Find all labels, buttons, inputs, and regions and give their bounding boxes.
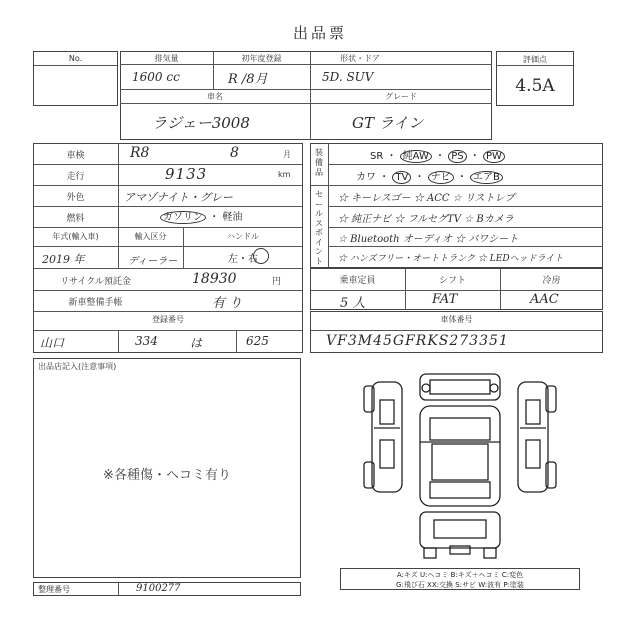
stock-label: 整理番号: [38, 585, 70, 594]
fuel-label: 燃料: [66, 214, 85, 224]
score-box: [496, 51, 574, 106]
import-value: ディーラー: [128, 256, 178, 267]
vin-label: 車体番号: [440, 315, 473, 324]
equip-navi: ナビ: [428, 171, 454, 184]
plate-kana: は: [190, 336, 203, 350]
recycle-label: リサイクル預託金: [60, 277, 131, 287]
plate-number: 625: [246, 334, 269, 348]
color-label: 外色: [66, 193, 85, 203]
shift-label: シフト: [438, 276, 466, 286]
year-label: 年式(輸入車): [52, 232, 99, 241]
grade-label: グレード: [385, 92, 417, 101]
equip-sr: SR: [370, 151, 384, 162]
notes-label: 出品店記入(注意事項): [38, 362, 117, 371]
inspection-label: 車検: [66, 151, 85, 161]
handle-right-circle: [253, 248, 269, 264]
equip-side-label: 装備品: [315, 148, 323, 177]
page-title: 出品票: [292, 24, 347, 42]
sales-point-1: ☆ キーレスゴー ☆ ACC ☆ リストレプ: [338, 193, 515, 204]
equip-airbag: エアB: [470, 171, 503, 184]
sales-point-3: ☆ Bluetooth オーディオ ☆ パワシート: [338, 234, 519, 245]
notes-box: [33, 358, 301, 578]
fuel-light-oil: 軽油: [222, 212, 243, 223]
plate-area: 山口: [40, 336, 65, 350]
score-label: 評価点: [523, 55, 547, 64]
equip-ps: PS: [448, 150, 466, 163]
capacity-value: 5 人: [340, 296, 366, 311]
first-reg-value: R /8月: [228, 72, 268, 87]
shape-label: 形状・ドア: [340, 54, 380, 63]
vin-value: VF3M45GFRKS273351: [326, 333, 509, 349]
shape-value: 5D. SUV: [322, 70, 374, 84]
plate-label: 登録番号: [152, 315, 184, 324]
car-name-label: 車名: [207, 92, 223, 101]
car-damage-diagram: [360, 370, 560, 565]
sales-point-side-label: セールスポイント: [315, 190, 323, 266]
aircon-label: 冷房: [542, 276, 561, 286]
recycle-unit: 円: [272, 277, 282, 287]
equip-tv: TV: [392, 171, 411, 184]
equip-aw: 純AW: [400, 150, 432, 163]
grade-value: GT ライン: [352, 114, 424, 132]
color-value: アマゾナイト・グレー: [124, 191, 233, 204]
equip-leather: カワ: [356, 172, 376, 183]
capacity-label: 乗車定員: [339, 276, 376, 286]
stock-value: 9100277: [136, 583, 181, 594]
handle-value: 左・右: [228, 254, 258, 265]
manual-value: 有 り: [212, 296, 243, 311]
mileage-label: 走行: [66, 172, 85, 182]
handle-label: ハンドル: [227, 232, 259, 241]
mileage-value: 9133: [165, 165, 208, 183]
engine-label: 排気量: [154, 54, 179, 63]
import-label: 輸入区分: [134, 232, 167, 241]
sales-point-4: ☆ ハンズフリー・オートトランク ☆ LEDヘッドライト: [338, 254, 564, 264]
no-box: [33, 51, 118, 106]
engine-value: 1600 cc: [132, 70, 180, 84]
legend-row-2: G:飛び石 XX:交換 S:サビ W:波有 P:塗装: [396, 581, 524, 589]
score-value: 4.5A: [515, 76, 555, 96]
first-reg-label: 初年度登録: [241, 54, 282, 63]
stock-box: [33, 582, 301, 596]
manual-label: 新車整備手帳: [68, 298, 123, 308]
inspection-month: 8: [230, 145, 239, 161]
inspection-unit: 月: [283, 150, 291, 159]
notes-text: ※各種傷・ヘコミ有り: [103, 468, 231, 483]
mileage-unit: km: [278, 170, 291, 179]
year-value: 2019 年: [42, 253, 85, 266]
sales-point-2: ☆ 純正ナビ ☆ フルセグTV ☆ Bカメラ: [338, 214, 514, 225]
legend-box: [340, 568, 580, 590]
shift-value: FAT: [432, 292, 458, 307]
equip-row2: カワ ・ TV ・ ナビ ・ エアB: [356, 168, 503, 183]
equip-pw: PW: [483, 150, 505, 163]
fuel-sep: ・: [209, 212, 220, 223]
car-name-value: ラジェー3008: [152, 114, 250, 132]
fuel-gasoline-circled: ガソリン: [160, 211, 206, 224]
recycle-value: 18930: [192, 271, 237, 287]
inspection-year: R8: [130, 145, 150, 161]
equip-row1: SR ・ 純AW ・ PS ・ PW: [370, 147, 505, 162]
fuel-options: [160, 208, 242, 223]
aircon-value: AAC: [530, 292, 559, 307]
legend-row-1: A:キズ U:ヘコミ B:キズ＋ヘコミ C:変色: [396, 571, 524, 579]
plate-class: 334: [135, 334, 158, 348]
no-label: No.: [68, 54, 83, 63]
